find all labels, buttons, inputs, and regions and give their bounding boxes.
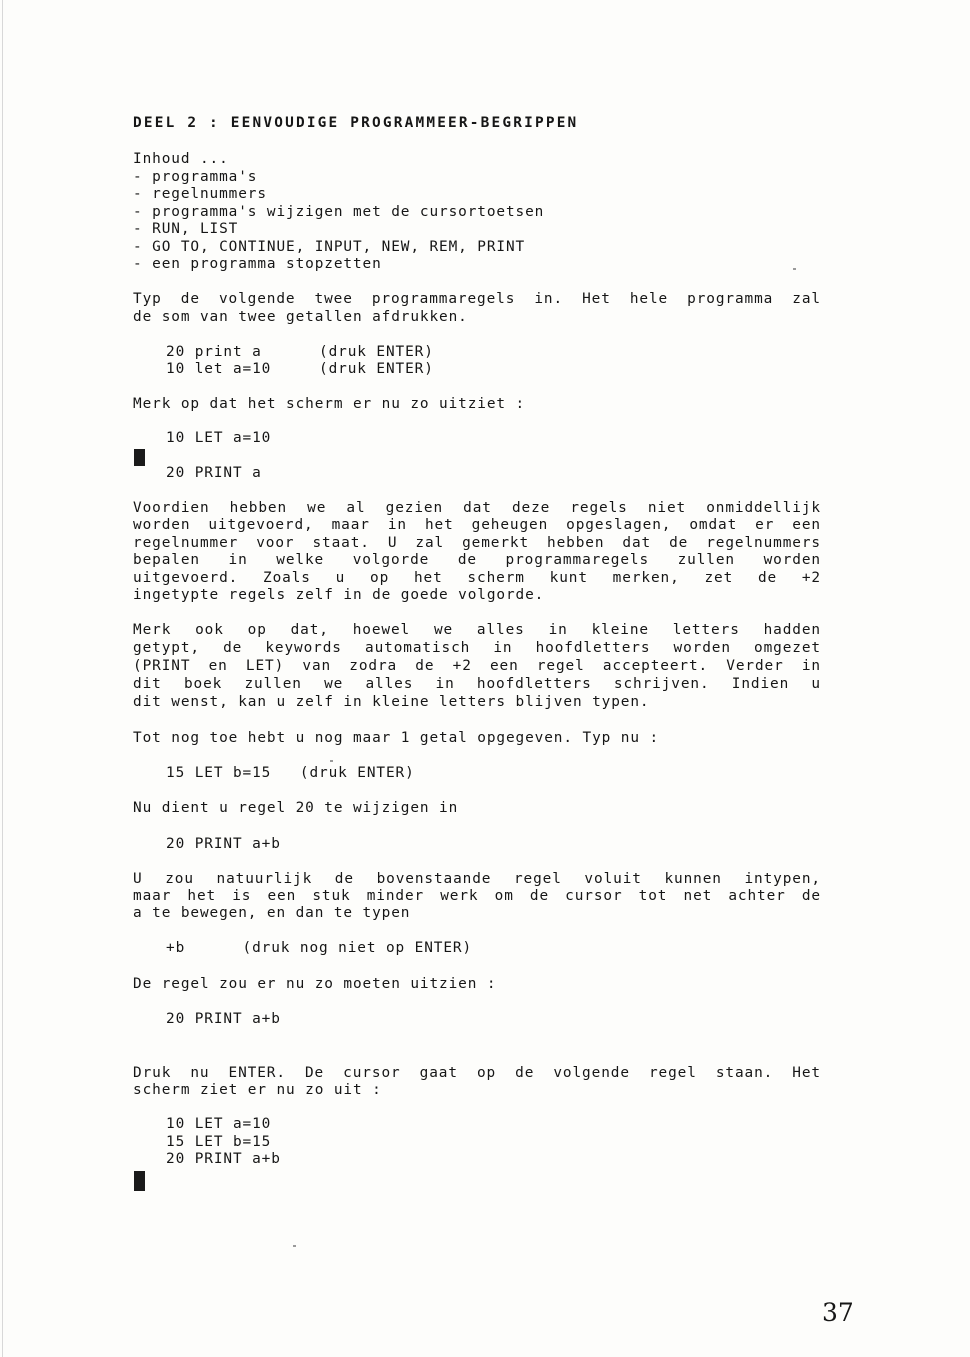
contents-item: - programma's [133, 169, 258, 185]
cursor-block [134, 1171, 145, 1191]
paragraph-line: scherm ziet er nu zo uit : [133, 1082, 382, 1098]
paragraph-line: Typ de volgende twee programmaregels in. Het hele programma zal [133, 291, 821, 307]
paragraph-line: uitgevoerd. Zoals u op het scherm kunt merken, zet de +2 [133, 570, 821, 586]
section-heading: DEEL 2 : EENVOUDIGE PROGRAMMEER-BEGRIPPEN [133, 115, 579, 131]
code-line: 20 print a (druk ENTER) [166, 344, 434, 360]
paragraph-line: worden uitgevoerd, maar in het geheugen opgeslagen, omdat er een [133, 517, 821, 533]
paragraph-line: getypt, de keywords automatisch in hoofdletters worden omgezet [133, 640, 821, 656]
contents-item: - GO TO, CONTINUE, INPUT, NEW, REM, PRINT [133, 239, 526, 255]
paragraph-line: bepalen in welke volgorde de programmaregels zullen worden [133, 552, 821, 568]
contents-item: - regelnummers [133, 186, 267, 202]
scan-speck [330, 760, 333, 762]
page-edge [2, 0, 3, 1357]
paragraph-line: dit boek zullen we alles in hoofdletters schrijven. Indien u [133, 676, 821, 692]
contents-title: Inhoud ... [133, 151, 229, 167]
code-line: 20 PRINT a+b [166, 1011, 281, 1027]
paragraph-line: U zou natuurlijk de bovenstaande regel voluit kunnen intypen, [133, 871, 821, 887]
paragraph-line: (PRINT en LET) van zodra de +2 een regel accepteert. Verder in [133, 658, 821, 674]
paragraph-line: Nu dient u regel 20 te wijzigen in [133, 800, 459, 816]
paragraph-line: Merk ook op dat, hoewel we alles in kleine letters hadden [133, 622, 821, 638]
screen-line: 10 LET a=10 [166, 1116, 272, 1132]
screen-line: 10 LET a=10 [166, 430, 272, 446]
paragraph-line: maar het is een stuk minder werk om de cursor tot net achter de [133, 888, 821, 904]
screen-line: 15 LET b=15 [166, 1134, 272, 1150]
paragraph-line: a te bewegen, en dan te typen [133, 905, 411, 921]
screen-line: 20 PRINT a [166, 465, 262, 481]
contents-item: - een programma stopzetten [133, 256, 382, 272]
paragraph-line: Druk nu ENTER. De cursor gaat op de volgende regel staan. Het [133, 1065, 821, 1081]
cursor-block [134, 449, 145, 466]
code-line: 15 LET b=15 (druk ENTER) [166, 765, 415, 781]
paragraph-line: de som van twee getallen afdrukken. [133, 309, 468, 325]
screen-line: 20 PRINT a+b [166, 1151, 281, 1167]
scan-speck [793, 268, 796, 270]
scan-speck [293, 1245, 296, 1247]
paragraph-line: dit wenst, kan u zelf in kleine letters blijven typen. [133, 694, 650, 710]
paragraph-line: regelnummer voor staat. U zal gemerkt hebben dat de regelnummers [133, 535, 821, 551]
paragraph-line: Tot nog toe hebt u nog maar 1 getal opgegeven. Typ nu : [133, 730, 660, 746]
code-line: 10 let a=10 (druk ENTER) [166, 361, 434, 377]
code-line: 20 PRINT a+b [166, 836, 281, 852]
paragraph-line: Merk op dat het scherm er nu zo uitziet : [133, 396, 526, 412]
contents-item: - RUN, LIST [133, 221, 239, 237]
paragraph-line: Voordien hebben we al gezien dat deze regels niet onmiddellijk [133, 500, 821, 516]
contents-item: - programma's wijzigen met de cursortoetsen [133, 204, 545, 220]
page-number: 37 [822, 1298, 854, 1327]
paragraph-line: ingetypte regels zelf in de goede volgorde. [133, 587, 545, 603]
paragraph-line: De regel zou er nu zo moeten uitzien : [133, 976, 497, 992]
code-line: +b (druk nog niet op ENTER) [166, 940, 473, 956]
